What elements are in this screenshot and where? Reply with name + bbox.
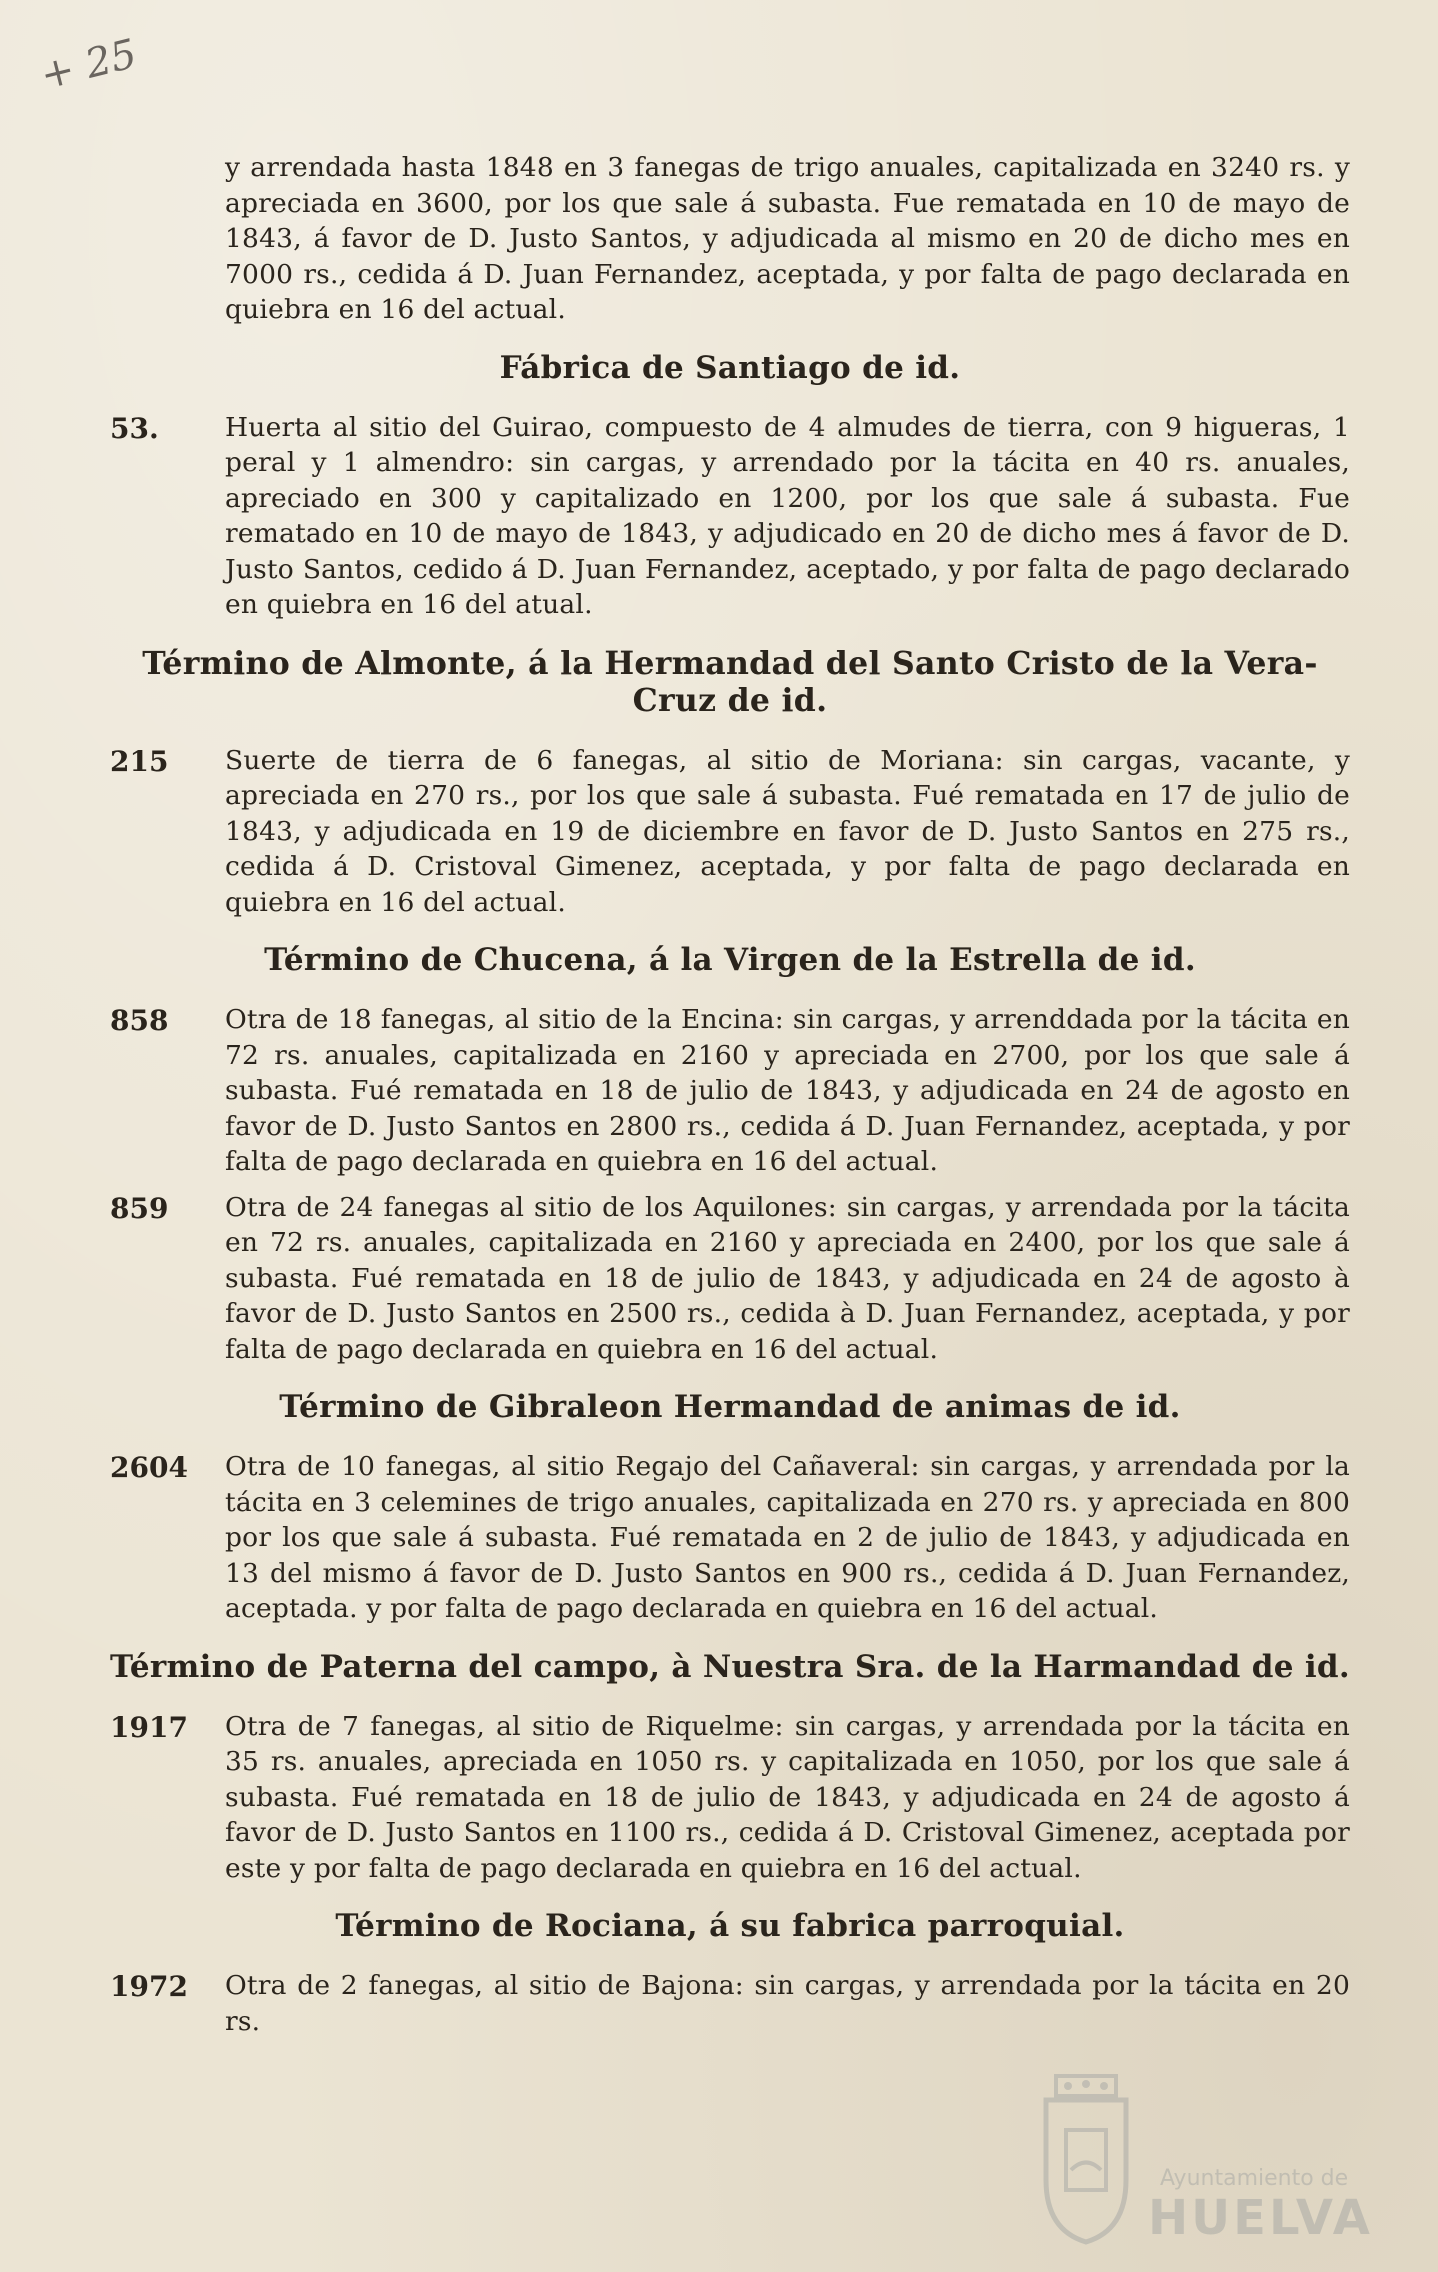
entry-number: 1972 [110,1970,188,2003]
property-entry [110,743,1350,921]
section-heading: Término de Gibraleon Hermandad de animas de id. [279,1389,1181,1425]
entry-text: Otra de 10 fanegas, al sitio Regajo del Cañaveral: sin cargas, y arrendada por la tácita en 3 celemines de trigo anuales, capitalizada en 270 rs. y apreciada en 800 por los que sale á subasta. Fué rematada en 2 de julio de 1843, y adjudicada en 13 del mismo á favor de D. Justo Santos en 900 rs., cedida á D. Juan Fernandez, aceptada. y por falta de pago declarada en quiebra en 16 del actual. [225,1451,1350,1624]
continued-paragraph [110,150,1350,328]
property-entry [110,410,1350,623]
entry-text: Otra de 24 fanegas al sitio de los Aquilones: sin cargas, y arrendada por la tácita en 72 rs. anuales, capitalizada en 2160 y apreciada en 2400, por los que sale á subasta. Fué rematada en 18 de julio de 1843, y adjudicada en 24 de agosto à favor de D. Justo Santos en 2500 rs., cedida à D. Juan Fernandez, aceptada, y por falta de pago declarada en quiebra en 16 del actual. [225,1191,1350,1365]
property-entry [110,1709,1350,1887]
entry-text: Suerte de tierra de 6 fanegas, al sitio de Moriana: sin cargas, vacante, y apreciada en 270 rs., por los que sale á subasta. Fué rematada en 17 de julio de 1843, y adjudicada en 19 de diciembre en favor de D. Justo Santos en 275 rs., cedida á D. Cristoval Gimenez, aceptada, y por falta de pago declarada en quiebra en 16 del actual. [225,744,1350,918]
paragraph-text: y arrendada hasta 1848 en 3 fanegas de trigo anuales, capitalizada en 3240 rs. y apreciada en 3600, por los que sale á subasta. Fue rematada en 10 de mayo de 1843, á favor de D. Justo Santos, y adjudicada al mismo en 20 de dicho mes en 7000 rs., cedida á D. Juan Fernandez, aceptada, y por falta de pago declarada en quiebra en 16 del actual. [225,152,1350,325]
entry-number: 2604 [110,1451,188,1484]
handwritten-corner-mark: + 25 [35,30,142,100]
document-body [110,150,1350,2049]
property-entry [110,1968,1350,2039]
entry-text: Otra de 2 fanegas, al sitio de Bajona: sin cargas, y arrendada por la tácita en 20 rs. [225,1970,1350,2037]
section-heading: Término de Chucena, á la Virgen de la Estrella de id. [264,942,1196,978]
entry-number: 53. [110,411,159,445]
property-entry [110,1449,1350,1627]
huelva-watermark [1020,2070,1373,2250]
watermark-text-line2: HUELVA [1148,2190,1373,2246]
coat-of-arms-icon [1026,2070,1146,2245]
entry-number: 1917 [110,1710,188,1744]
section-heading: Término de Paterna del campo, à Nuestra Sra. de la Harmandad de id. [110,1648,1350,1685]
entry-text: Otra de 7 fanegas, al sitio de Riquelme: sin cargas, y arrendada por la tácita en 35 rs. anuales, apreciada en 1050 rs. y capitalizada en 1050, por los que sale á subasta. Fué rematada en 18 de julio de 1843, y adjudicada en 24 de agosto á favor de D. Justo Santos en 1100 rs., cedida á D. Cristoval Gimenez, aceptada por este y por falta de pago declarada en quiebra en 16 del actual. [225,1710,1350,1884]
entry-number: 215 [110,744,169,778]
entry-text: Otra de 18 fanegas, al sitio de la Encina: sin cargas, y arrenddada por la tácita en 72 rs. anuales, capitalizada en 2160 y apreciada en 2700, por los que sale á subasta. Fué rematada en 18 de julio de 1843, y adjudicada en 24 de agosto en favor de D. Justo Santos en 2800 rs., cedida á D. Juan Fernandez, aceptada, y por falta de pago declarada en quiebra en 16 del actual. [225,1004,1350,1177]
entry-number: 859 [110,1191,169,1225]
section-heading: Término de Rociana, á su fabrica parroquial. [335,1908,1125,1944]
section-heading: Fábrica de Santiago de id. [499,349,961,386]
watermark-text-line1: Ayuntamiento de [1160,2166,1349,2191]
entry-text: Huerta al sitio del Guirao, compuesto de 4 almudes de tierra, con 9 higueras, 1 peral y 1 almendro: sin cargas, y arrendado por la tácita en 40 rs. anuales, apreciado en 300 y capitalizado en 1200, por los que sale á subasta. Fue rematado en 10 de mayo de 1843, y adjudicado en 20 de dicho mes á favor de D. Justo Santos, cedido á D. Juan Fernandez, aceptado, y por falta de pago declarado en quiebra en 16 del atual. [225,411,1350,620]
entry-number: 858 [110,1004,169,1037]
section-heading: Término de Almonte, á la Hermandad del Santo Cristo de la Vera-Cruz de id. [142,644,1318,719]
property-entry [110,1190,1350,1368]
property-entry [110,1002,1350,1180]
